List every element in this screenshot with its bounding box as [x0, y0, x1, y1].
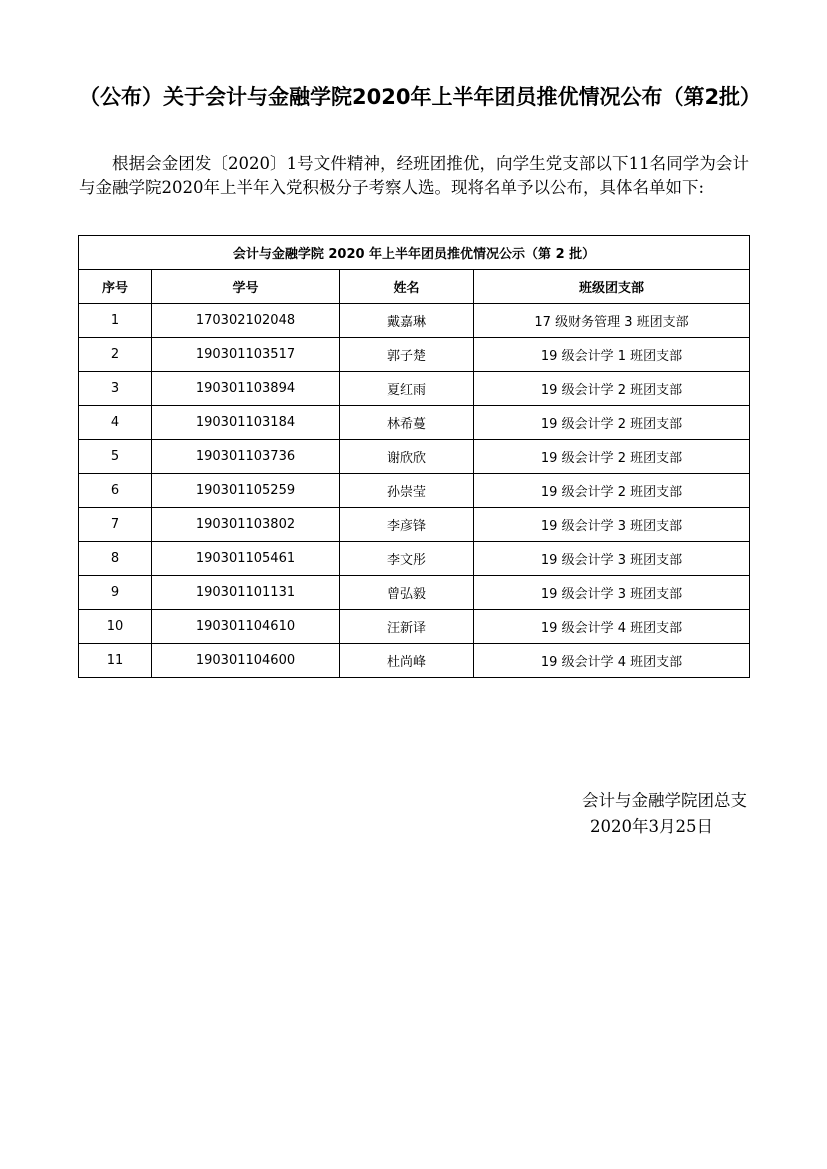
table-row [79, 576, 750, 610]
intro-paragraph: 根据会金团发〔2020〕1号文件精神，经班团推优，向学生党支部以下11名同学为会计与金融学院2020年上半年入党积极分子考察人选。现将名单予以公布，具体名单如下: [79, 154, 749, 197]
cell-class-branch: 19 级会计学 2 班团支部 [474, 440, 750, 474]
cell-student-id: 190301104610 [152, 610, 340, 644]
cell-class-branch: 19 级会计学 2 班团支部 [474, 372, 750, 406]
cell-name: 戴嘉琳 [340, 304, 474, 338]
document-title: （公布）关于会计与金融学院2020年上半年团员推优情况公布（第2批） [79, 85, 762, 109]
cell-class-branch: 19 级会计学 3 班团支部 [474, 508, 750, 542]
table-row [79, 508, 750, 542]
cell-student-id: 190301103736 [152, 440, 340, 474]
cell-student-id: 190301105461 [152, 542, 340, 576]
cell-serial-number: 9 [79, 576, 152, 610]
cell-serial-number: 2 [79, 338, 152, 372]
cell-student-id: 190301103802 [152, 508, 340, 542]
table-body [79, 304, 750, 678]
header-student-id: 学号 [152, 270, 340, 304]
cell-student-id: 190301105259 [152, 474, 340, 508]
cell-name: 汪新译 [340, 610, 474, 644]
cell-name: 杜尚峰 [340, 644, 474, 678]
cell-class-branch: 19 级会计学 3 班团支部 [474, 542, 750, 576]
table-row [79, 338, 750, 372]
cell-serial-number: 11 [79, 644, 152, 678]
header-name: 姓名 [340, 270, 474, 304]
cell-student-id: 190301104600 [152, 644, 340, 678]
header-class-branch: 班级团支部 [474, 270, 750, 304]
cell-name: 谢欣欣 [340, 440, 474, 474]
table-row [79, 542, 750, 576]
cell-name: 林希蔓 [340, 406, 474, 440]
table-caption-row [79, 236, 750, 270]
table-row [79, 406, 750, 440]
table-row [79, 644, 750, 678]
cell-student-id: 190301103184 [152, 406, 340, 440]
header-serial-number: 序号 [79, 270, 152, 304]
cell-name: 郭子楚 [340, 338, 474, 372]
cell-serial-number: 1 [79, 304, 152, 338]
cell-serial-number: 3 [79, 372, 152, 406]
table-row [79, 610, 750, 644]
issue-date: 2020年3月25日 [590, 817, 713, 836]
signature-block [582, 788, 747, 840]
cell-class-branch: 19 级会计学 2 班团支部 [474, 406, 750, 440]
cell-class-branch: 19 级会计学 2 班团支部 [474, 474, 750, 508]
table-caption: 会计与金融学院 2020 年上半年团员推优情况公示（第 2 批） [79, 236, 750, 270]
cell-class-branch: 19 级会计学 4 班团支部 [474, 610, 750, 644]
cell-class-branch: 17 级财务管理 3 班团支部 [474, 304, 750, 338]
table-row [79, 440, 750, 474]
cell-student-id: 190301103894 [152, 372, 340, 406]
cell-name: 李文彤 [340, 542, 474, 576]
issuing-organization: 会计与金融学院团总支 [582, 791, 747, 810]
cell-serial-number: 7 [79, 508, 152, 542]
cell-class-branch: 19 级会计学 1 班团支部 [474, 338, 750, 372]
table-row [79, 304, 750, 338]
recommendation-table [78, 235, 750, 678]
cell-student-id: 190301103517 [152, 338, 340, 372]
cell-class-branch: 19 级会计学 4 班团支部 [474, 644, 750, 678]
cell-name: 曾弘毅 [340, 576, 474, 610]
cell-class-branch: 19 级会计学 3 班团支部 [474, 576, 750, 610]
cell-student-id: 170302102048 [152, 304, 340, 338]
cell-name: 孙崇莹 [340, 474, 474, 508]
cell-student-id: 190301101131 [152, 576, 340, 610]
cell-serial-number: 4 [79, 406, 152, 440]
cell-name: 李彦锋 [340, 508, 474, 542]
cell-serial-number: 5 [79, 440, 152, 474]
table-header-row [79, 270, 750, 304]
table-row [79, 372, 750, 406]
cell-serial-number: 10 [79, 610, 152, 644]
cell-serial-number: 8 [79, 542, 152, 576]
cell-name: 夏红雨 [340, 372, 474, 406]
table-row [79, 474, 750, 508]
cell-serial-number: 6 [79, 474, 152, 508]
